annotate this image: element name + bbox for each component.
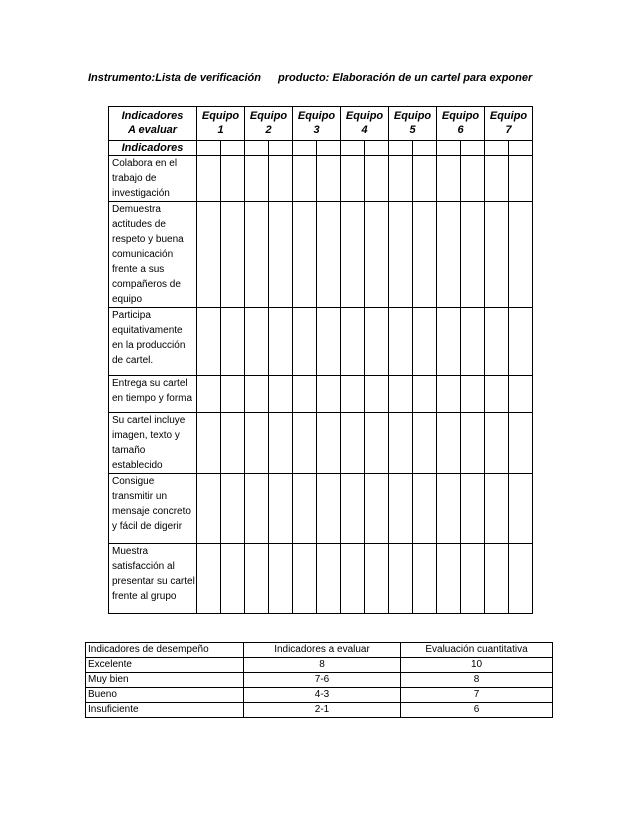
indicator-row xyxy=(109,156,533,202)
check-cell[interactable] xyxy=(485,413,509,474)
check-cell[interactable] xyxy=(197,141,221,156)
team-header: Equipo 3 xyxy=(293,107,341,141)
instrument-label: Instrumento:Lista de verificación xyxy=(88,72,261,84)
check-cell[interactable] xyxy=(437,474,461,544)
check-cell[interactable] xyxy=(365,308,389,376)
check-cell[interactable] xyxy=(413,308,437,376)
scale-level: Muy bien xyxy=(86,673,244,688)
scale-header: Indicadores de desempeño xyxy=(86,643,244,658)
scale-header-row xyxy=(86,643,553,658)
check-cell[interactable] xyxy=(197,308,221,376)
team-header: Equipo 5 xyxy=(389,107,437,141)
check-cell[interactable] xyxy=(389,141,413,156)
scale-score: 7 xyxy=(401,688,553,703)
check-cell[interactable] xyxy=(269,376,293,413)
verification-table xyxy=(108,106,533,614)
check-cell[interactable] xyxy=(197,413,221,474)
check-cell[interactable] xyxy=(365,413,389,474)
indicator-row xyxy=(109,308,533,376)
check-cell[interactable] xyxy=(413,474,437,544)
check-cell[interactable] xyxy=(365,474,389,544)
check-cell[interactable] xyxy=(269,308,293,376)
scale-range: 7-6 xyxy=(244,673,401,688)
check-cell[interactable] xyxy=(413,141,437,156)
check-cell[interactable] xyxy=(341,376,365,413)
check-cell[interactable] xyxy=(245,156,269,202)
check-cell[interactable] xyxy=(485,474,509,544)
check-cell[interactable] xyxy=(269,474,293,544)
check-cell[interactable] xyxy=(245,141,269,156)
check-cell[interactable] xyxy=(461,156,485,202)
check-cell[interactable] xyxy=(509,413,533,474)
check-cell[interactable] xyxy=(485,308,509,376)
check-cell[interactable] xyxy=(293,202,317,308)
check-cell[interactable] xyxy=(293,413,317,474)
check-cell[interactable] xyxy=(221,544,245,614)
check-cell[interactable] xyxy=(197,202,221,308)
scale-score: 8 xyxy=(401,673,553,688)
check-cell[interactable] xyxy=(341,413,365,474)
check-cell[interactable] xyxy=(461,141,485,156)
check-cell[interactable] xyxy=(437,413,461,474)
check-cell[interactable] xyxy=(485,156,509,202)
check-cell[interactable] xyxy=(197,376,221,413)
indicators-header: Indicadores A evaluar xyxy=(109,107,197,141)
check-cell[interactable] xyxy=(245,376,269,413)
check-cell[interactable] xyxy=(509,308,533,376)
check-cell[interactable] xyxy=(245,308,269,376)
check-cell[interactable] xyxy=(293,474,317,544)
check-cell[interactable] xyxy=(389,156,413,202)
check-cell[interactable] xyxy=(293,141,317,156)
check-cell[interactable] xyxy=(221,202,245,308)
indicator-row xyxy=(109,202,533,308)
check-cell[interactable] xyxy=(317,544,341,614)
scale-range: 2-1 xyxy=(244,703,401,718)
check-cell[interactable] xyxy=(317,376,341,413)
check-cell[interactable] xyxy=(221,376,245,413)
check-cell[interactable] xyxy=(389,308,413,376)
indicators-subheader: Indicadores xyxy=(109,141,197,156)
check-cell[interactable] xyxy=(389,474,413,544)
scale-range: 8 xyxy=(244,658,401,673)
team-header: Equipo 2 xyxy=(245,107,293,141)
scale-range: 4-3 xyxy=(244,688,401,703)
check-cell[interactable] xyxy=(221,413,245,474)
check-cell[interactable] xyxy=(365,376,389,413)
check-cell[interactable] xyxy=(389,413,413,474)
check-cell[interactable] xyxy=(509,474,533,544)
check-cell[interactable] xyxy=(197,156,221,202)
check-cell[interactable] xyxy=(509,202,533,308)
check-cell[interactable] xyxy=(365,156,389,202)
check-cell[interactable] xyxy=(437,141,461,156)
check-cell[interactable] xyxy=(461,202,485,308)
check-cell[interactable] xyxy=(221,141,245,156)
check-cell[interactable] xyxy=(317,308,341,376)
scale-row xyxy=(86,688,553,703)
indicator-row xyxy=(109,544,533,614)
performance-scale-table xyxy=(85,642,553,718)
table-header-row xyxy=(109,107,533,141)
check-cell[interactable] xyxy=(341,474,365,544)
check-cell[interactable] xyxy=(389,376,413,413)
check-cell[interactable] xyxy=(293,544,317,614)
product-label: producto: Elaboración de un cartel para exponer xyxy=(278,72,533,84)
indicator-label: Consigue transmitir un mensaje concreto y fácil de digerir xyxy=(109,474,197,544)
check-cell[interactable] xyxy=(365,141,389,156)
check-cell[interactable] xyxy=(461,544,485,614)
check-cell[interactable] xyxy=(245,544,269,614)
check-cell[interactable] xyxy=(317,202,341,308)
check-cell[interactable] xyxy=(245,202,269,308)
check-cell[interactable] xyxy=(293,308,317,376)
check-cell[interactable] xyxy=(317,474,341,544)
indicator-row xyxy=(109,376,533,413)
indicator-label: Entrega su cartel en tiempo y forma xyxy=(109,376,197,413)
check-cell[interactable] xyxy=(293,376,317,413)
scale-header: Evaluación cuantitativa xyxy=(401,643,553,658)
check-cell[interactable] xyxy=(509,156,533,202)
check-cell[interactable] xyxy=(485,202,509,308)
check-cell[interactable] xyxy=(485,376,509,413)
check-cell[interactable] xyxy=(461,308,485,376)
scale-level: Excelente xyxy=(86,658,244,673)
check-cell[interactable] xyxy=(437,202,461,308)
check-cell[interactable] xyxy=(461,376,485,413)
check-cell[interactable] xyxy=(197,544,221,614)
indicator-label: Su cartel incluye imagen, texto y tamaño establecido xyxy=(109,413,197,474)
check-cell[interactable] xyxy=(341,308,365,376)
check-cell[interactable] xyxy=(317,156,341,202)
team-header: Equipo 7 xyxy=(485,107,533,141)
check-cell[interactable] xyxy=(221,474,245,544)
check-cell[interactable] xyxy=(269,544,293,614)
check-cell[interactable] xyxy=(437,376,461,413)
check-cell[interactable] xyxy=(197,474,221,544)
check-cell[interactable] xyxy=(341,202,365,308)
check-cell[interactable] xyxy=(437,156,461,202)
check-cell[interactable] xyxy=(389,544,413,614)
check-cell[interactable] xyxy=(461,413,485,474)
check-cell[interactable] xyxy=(245,413,269,474)
check-cell[interactable] xyxy=(413,202,437,308)
scale-header: Indicadores a evaluar xyxy=(244,643,401,658)
indicator-row xyxy=(109,413,533,474)
check-cell[interactable] xyxy=(437,308,461,376)
indicator-label: Colabora en el trabajo de investigación xyxy=(109,156,197,202)
check-cell[interactable] xyxy=(365,544,389,614)
check-cell[interactable] xyxy=(509,376,533,413)
scale-score: 10 xyxy=(401,658,553,673)
check-cell[interactable] xyxy=(413,376,437,413)
check-cell[interactable] xyxy=(437,544,461,614)
check-cell[interactable] xyxy=(245,474,269,544)
team-header: Equipo 1 xyxy=(197,107,245,141)
check-cell[interactable] xyxy=(317,141,341,156)
check-cell[interactable] xyxy=(341,141,365,156)
check-cell[interactable] xyxy=(485,141,509,156)
check-cell[interactable] xyxy=(341,156,365,202)
check-cell[interactable] xyxy=(269,156,293,202)
indicator-label: Demuestra actitudes de respeto y buena comunicación frente a sus compañeros de equipo xyxy=(109,202,197,308)
check-cell[interactable] xyxy=(221,156,245,202)
scale-level: Insuficiente xyxy=(86,703,244,718)
scale-row xyxy=(86,673,553,688)
check-cell[interactable] xyxy=(485,544,509,614)
check-cell[interactable] xyxy=(509,544,533,614)
check-cell[interactable] xyxy=(269,141,293,156)
check-cell[interactable] xyxy=(413,413,437,474)
check-cell[interactable] xyxy=(269,413,293,474)
scale-level: Bueno xyxy=(86,688,244,703)
document-header xyxy=(88,72,558,84)
check-cell[interactable] xyxy=(461,474,485,544)
scale-score: 6 xyxy=(401,703,553,718)
check-cell[interactable] xyxy=(221,308,245,376)
indicator-label: Muestra satisfacción al presentar su cartel frente al grupo xyxy=(109,544,197,614)
check-cell[interactable] xyxy=(509,141,533,156)
check-cell[interactable] xyxy=(293,156,317,202)
check-cell[interactable] xyxy=(389,202,413,308)
check-cell[interactable] xyxy=(413,156,437,202)
check-cell[interactable] xyxy=(341,544,365,614)
check-cell[interactable] xyxy=(413,544,437,614)
indicator-row xyxy=(109,474,533,544)
scale-row xyxy=(86,703,553,718)
team-header: Equipo 6 xyxy=(437,107,485,141)
check-cell[interactable] xyxy=(317,413,341,474)
check-cell[interactable] xyxy=(269,202,293,308)
indicator-label: Participa equitativamente en la producción de cartel. xyxy=(109,308,197,376)
check-cell[interactable] xyxy=(365,202,389,308)
subheader-row xyxy=(109,141,533,156)
team-header: Equipo 4 xyxy=(341,107,389,141)
scale-row xyxy=(86,658,553,673)
